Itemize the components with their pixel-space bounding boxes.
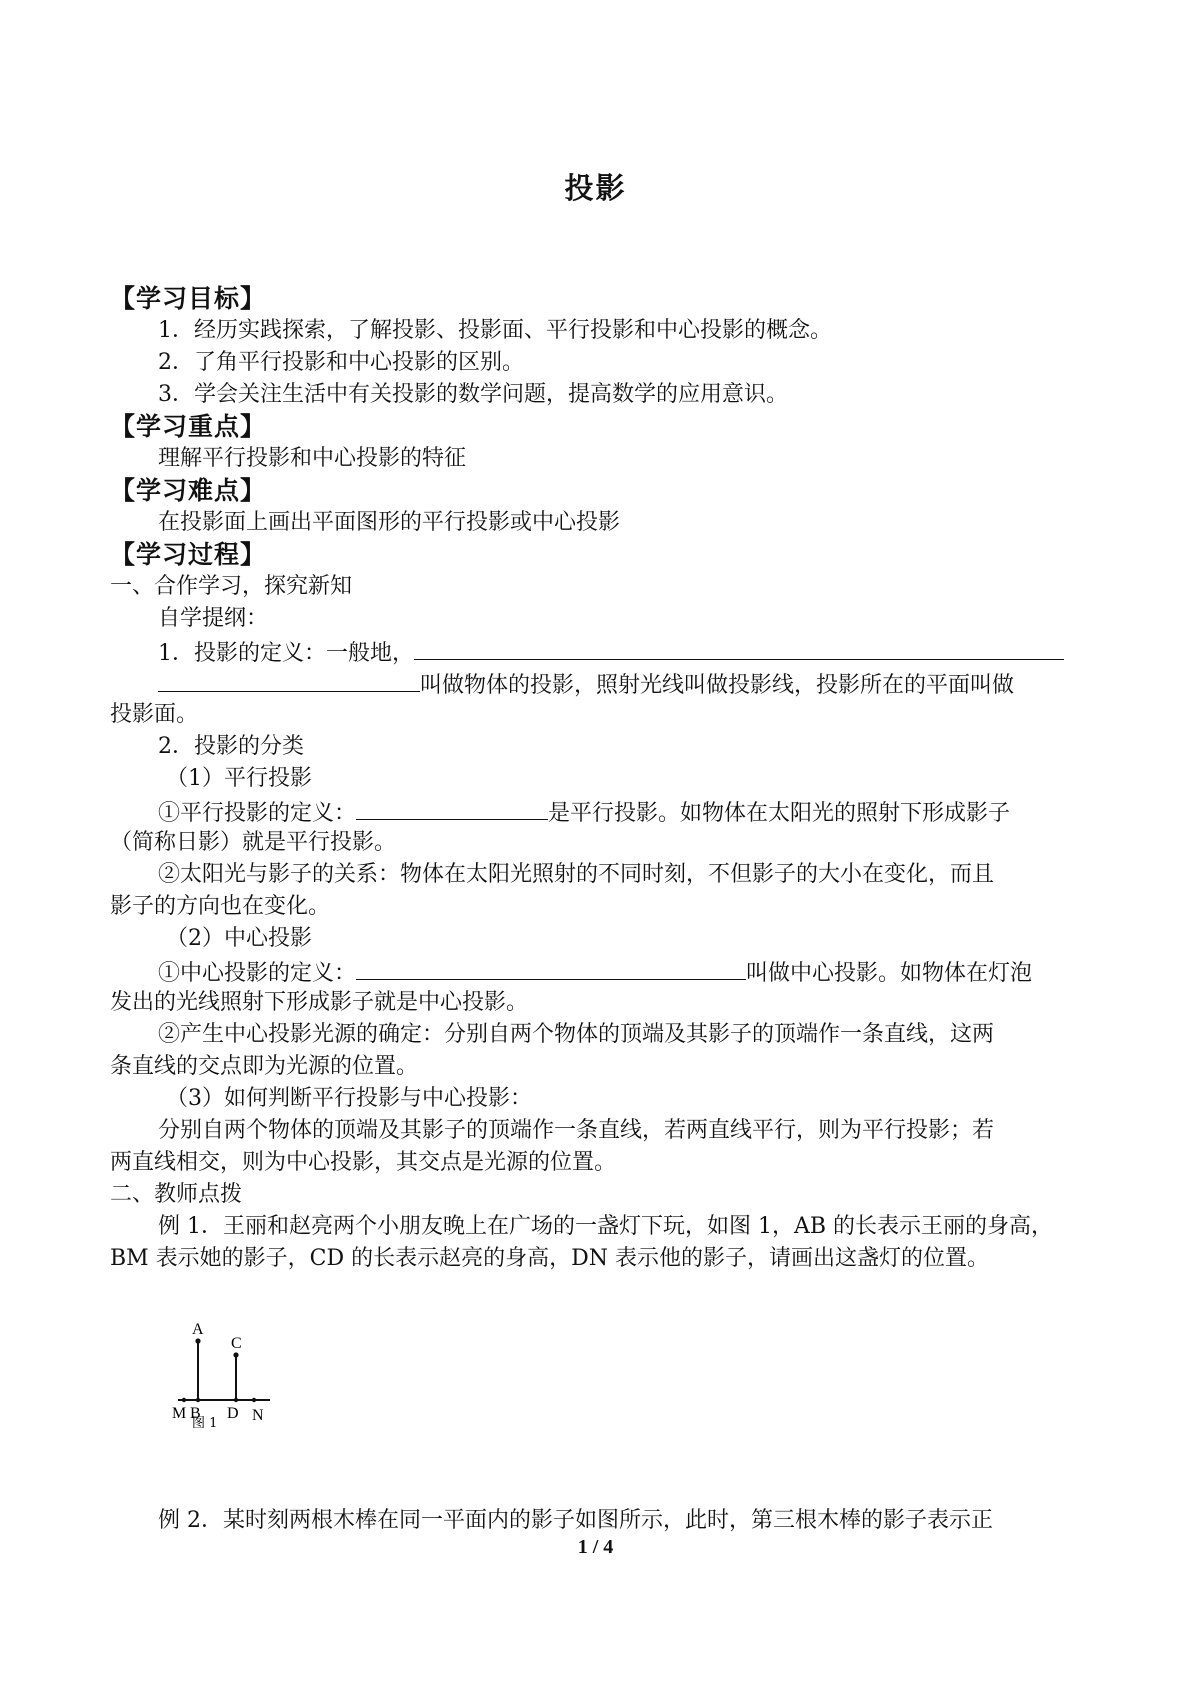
example-1-line: 例 1．王丽和赵亮两个小朋友晚上在广场的一盏灯下玩，如图 1，AB 的长表示王丽的身高， — [158, 1214, 1054, 1239]
central-def-text: ①中心投影的定义： — [158, 961, 357, 986]
page-title: 投影 — [564, 171, 627, 205]
point-b — [196, 1398, 200, 1402]
heading-process: 【学习过程】 — [110, 540, 267, 569]
label-m: M — [172, 1405, 187, 1422]
section-title: 二、教师点拨 — [110, 1182, 243, 1207]
sun-shadow-line: 影子的方向也在变化。 — [110, 894, 331, 919]
central-def-line: 发出的光线照射下形成影子就是中心投影。 — [110, 990, 529, 1015]
sun-shadow-line: ②太阳光与影子的关系：物体在太阳光照射的不同时刻，不但影子的大小在变化，而且 — [158, 862, 995, 887]
label-a: A — [192, 1321, 204, 1338]
central-def-line — [110, 955, 1100, 987]
point-d — [234, 1398, 238, 1402]
goal-item: 2．了角平行投影和中心投影的区别。 — [158, 350, 524, 375]
parallel-def-line — [110, 795, 1100, 827]
label-c: C — [231, 1335, 242, 1352]
figure-1 — [170, 1308, 290, 1428]
parallel-title: （1）平行投影 — [166, 766, 312, 791]
label-d: D — [227, 1405, 239, 1422]
light-source-line: 条直线的交点即为光源的位置。 — [110, 1054, 419, 1079]
judge-line: 两直线相交，则为中心投影，其交点是光源的位置。 — [110, 1150, 617, 1175]
definition-text: 叫做物体的投影，照射光线叫做投影线，投影所在的平面叫做 — [420, 673, 1015, 698]
point-n — [252, 1398, 256, 1402]
definition-line — [110, 635, 1100, 667]
heading-goals: 【学习目标】 — [110, 284, 267, 313]
example-1-line: BM 表示她的影子，CD 的长表示赵亮的身高，DN 表示他的影子，请画出这盏灯的位置。 — [110, 1246, 990, 1271]
judge-title: （3）如何判断平行投影与中心投影： — [166, 1086, 532, 1111]
fill-blank — [356, 795, 548, 820]
point-m — [182, 1398, 186, 1402]
parallel-def-line: （简称日影）就是平行投影。 — [110, 830, 397, 855]
light-source-line: ②产生中心投影光源的确定：分别自两个物体的顶端及其影子的顶端作一条直线，这两 — [158, 1022, 995, 1047]
point-c — [233, 1352, 238, 1357]
goal-item: 3．学会关注生活中有关投影的数学问题，提高数学的应用意识。 — [158, 382, 788, 407]
parallel-def-text: ①平行投影的定义： — [158, 801, 357, 826]
label-n: N — [252, 1407, 264, 1424]
heading-key: 【学习重点】 — [110, 412, 267, 441]
fill-blank — [414, 635, 1064, 660]
central-title: （2）中心投影 — [166, 926, 312, 951]
definition-text: 1．投影的定义：一般地， — [158, 641, 414, 666]
parallel-def-text: 是平行投影。如物体在太阳光的照射下形成影子 — [548, 801, 1011, 826]
section-title: 一、合作学习，探究新知 — [110, 574, 353, 599]
definition-line: 投影面。 — [110, 702, 199, 727]
fill-blank — [356, 955, 746, 980]
definition-line — [110, 667, 1100, 699]
label-b: B — [190, 1405, 201, 1422]
heading-difficulty: 【学习难点】 — [110, 476, 267, 505]
fill-blank — [158, 667, 420, 692]
figure-1-diagram — [170, 1308, 290, 1428]
difficulty-text: 在投影面上画出平面图形的平行投影或中心投影 — [158, 510, 621, 535]
classify-title: 2．投影的分类 — [158, 734, 304, 759]
key-text: 理解平行投影和中心投影的特征 — [158, 446, 467, 471]
figure-caption: 图 1 — [192, 1416, 218, 1428]
example-2-line: 例 2．某时刻两根木棒在同一平面内的影子如图所示，此时，第三根木棒的影子表示正 — [158, 1508, 993, 1533]
point-a — [195, 1338, 200, 1343]
judge-line: 分别自两个物体的顶端及其影子的顶端作一条直线，若两直线平行，则为平行投影；若 — [158, 1118, 995, 1143]
page-number: 1 / 4 — [577, 1536, 614, 1558]
outline-label: 自学提纲： — [158, 606, 269, 631]
goal-item: 1．经历实践探索，了解投影、投影面、平行投影和中心投影的概念。 — [158, 318, 832, 343]
central-def-text: 叫做中心投影。如物体在灯泡 — [746, 961, 1033, 986]
